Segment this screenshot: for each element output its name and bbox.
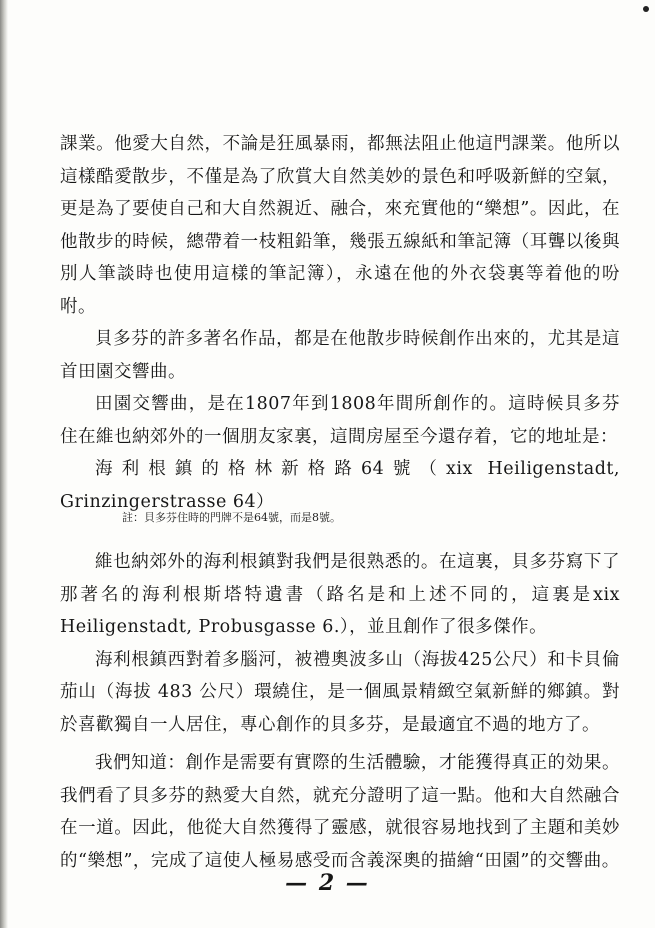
- page-number: — 2 —: [285, 870, 370, 896]
- paragraph-works-on-walks: 貝多芬的許多著名作品，都是在他散步時候創作出來的，尤其是這首田園交響曲。: [60, 329, 620, 382]
- paragraph-address: 海利根鎮的格林新格路64號（xix Heiligenstadt, Grinzingerstrasse 64）: [60, 459, 620, 512]
- paragraph-conclusion: 我們知道：創作是需要有實際的生活體驗，才能獲得真正的効果。我們看了貝多芬的熱愛大自然，就充分證明了這一點。他和大自然融合在一道。因此，他從大自然獲得了靈感，就很容易地找到了主題和美妙的“樂想”，完成了這使人極易感受而含義深奧的描繪“田園”的交響曲。: [60, 753, 620, 871]
- footnote: 註：貝多芬住時的門牌不是64號，而是8號。: [122, 511, 341, 524]
- paragraph-landscape: 海利根鎮西對着多腦河，被禮奧波多山（海拔425公尺）和卡貝倫茄山（海拔 483 公尺）環繞住，是一個風景精緻空氣新鮮的鄉鎮。對於喜歡獨自一人居住，專心創作的貝多芬，是最適宜不過的地方了。: [60, 649, 620, 735]
- body-text: [60, 128, 620, 877]
- page-edge-shadow: [0, 0, 8, 928]
- scan-dot-mark: [643, 6, 649, 12]
- paragraph-continuation: 課業。他愛大自然，不論是狂風暴雨，都無法阻止他這門課業。他所以這樣酷愛散步，不僅是為了欣賞大自然美妙的景色和呼吸新鮮的空氣，更是為了要使自己和大自然親近、融合，來充實他的“樂想”。因此，在他散步的時候，總帶着一枝粗鉛筆，幾張五線紙和筆記簿（耳聾以後與別人筆談時也使用這樣的筆記簿），永遠在他的外衣袋裏等着他的吩咐。: [60, 134, 620, 317]
- paragraph-composition-date: 田園交響曲，是在1807年到1808年間所創作的。這時候貝多芬住在維也納郊外的一個朋友家裏，這間房屋至今還存着，它的地址是：: [60, 394, 620, 447]
- paragraph-heiligenstadt: 維也納郊外的海利根鎮對我們是很熟悉的。在這裏，貝多芬寫下了那著名的海利根斯塔特遺書（路名是和上述不同的，這裏是xix Heiligenstadt, Probusgasse 6.），並且創作了很多傑作。: [60, 552, 620, 637]
